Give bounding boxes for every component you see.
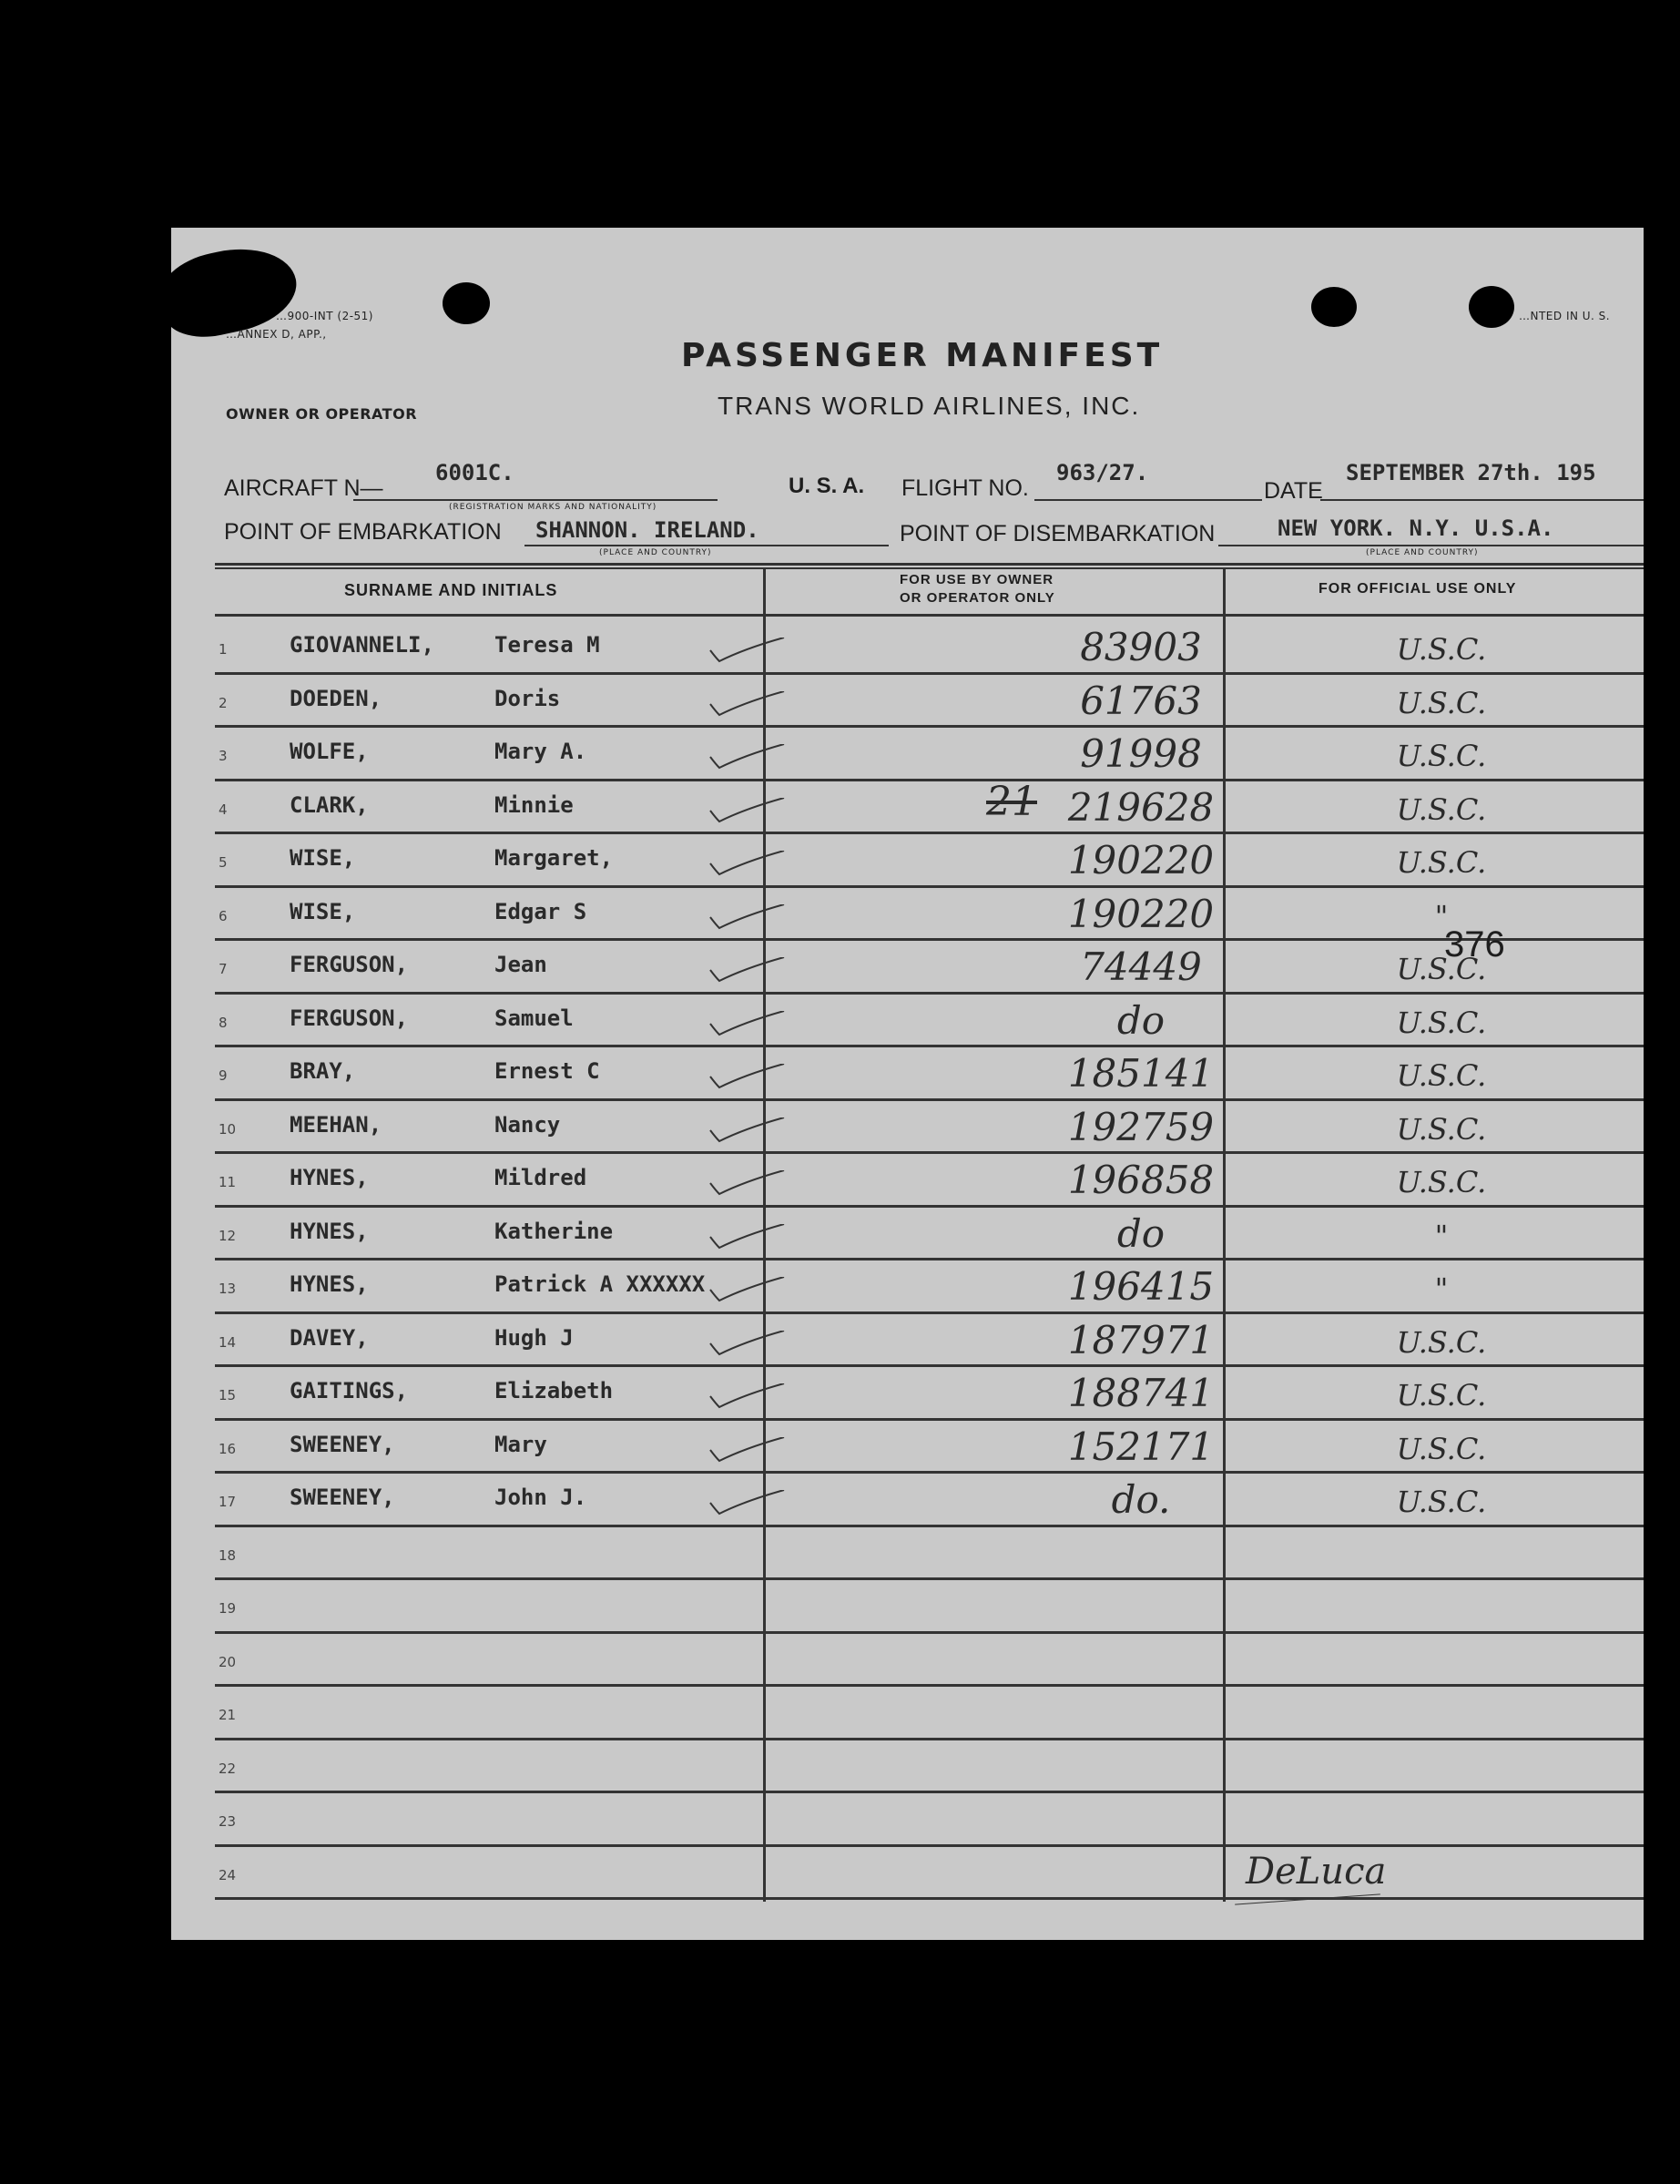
passenger-surname: WISE,: [290, 898, 356, 924]
date-label: DATE: [1264, 478, 1323, 504]
row-number: 21: [219, 1707, 237, 1723]
row-number: 17: [219, 1494, 237, 1510]
row-number: 6: [219, 907, 228, 924]
table-row: [171, 888, 1644, 942]
passenger-given-name: Ernest C: [494, 1058, 600, 1084]
owner-reference: 185141: [1067, 1051, 1215, 1096]
row-number: 3: [219, 748, 228, 764]
table-row: [171, 1208, 1644, 1261]
owner-reference: 190220: [1067, 891, 1215, 936]
table-row: [171, 621, 1644, 675]
passenger-given-name: Mildred: [494, 1165, 587, 1190]
passenger-surname: WOLFE,: [290, 739, 369, 764]
passenger-surname: GAITINGS,: [290, 1378, 409, 1403]
checkmark-icon: [708, 1490, 786, 1517]
table-row: [171, 1740, 1644, 1794]
table-row: [171, 1687, 1644, 1740]
checkmark-icon: [708, 744, 786, 771]
passenger-surname: HYNES,: [290, 1218, 369, 1244]
row-number: 24: [219, 1866, 237, 1883]
passenger-surname: WISE,: [290, 845, 356, 871]
table-row: [171, 1260, 1644, 1314]
row-number: 13: [219, 1281, 237, 1297]
embarkation-value: SHANNON. IRELAND.: [535, 517, 759, 543]
owner-reference: 91998: [1080, 731, 1202, 776]
row-number: 14: [219, 1333, 237, 1351]
table-row: [171, 1474, 1644, 1527]
row-number: 16: [219, 1440, 237, 1457]
registration-note: (REGISTRATION MARKS AND NATIONALITY): [449, 503, 657, 512]
official-mark: U.S.C.: [1396, 952, 1487, 986]
table-row: [171, 1101, 1644, 1155]
owner-reference: 83903: [1080, 625, 1202, 669]
punch-hole: [1469, 286, 1514, 328]
checkmark-icon: [708, 798, 786, 825]
table-row: [171, 995, 1644, 1048]
row-number: 8: [219, 1014, 228, 1031]
row-number: 7: [219, 961, 228, 977]
official-mark: U.S.C.: [1396, 845, 1487, 880]
date-underline: [1320, 499, 1644, 501]
table-top-rule: [215, 563, 1644, 566]
embarkation-underline: [524, 545, 889, 546]
official-column-header: FOR OFFICIAL USE ONLY: [1319, 581, 1517, 597]
passenger-given-name: Doris: [494, 685, 561, 711]
official-mark: U.S.C.: [1396, 1005, 1487, 1040]
passenger-given-name: Elizabeth: [494, 1378, 614, 1403]
passenger-given-name: Nancy: [494, 1111, 561, 1138]
table-row: [171, 1421, 1644, 1475]
owner-reference: 192759: [1067, 1104, 1215, 1149]
row-number: 1: [219, 641, 228, 658]
row-number: 19: [219, 1600, 237, 1617]
row-number: 20: [219, 1653, 237, 1670]
owner-reference: 196858: [1067, 1158, 1215, 1202]
aircraft-number: 6001C.: [435, 460, 514, 485]
punch-hole: [443, 282, 490, 324]
table-row: [171, 1527, 1644, 1581]
official-mark: U.S.C.: [1396, 1111, 1487, 1147]
owner-reference: 188741: [1067, 1371, 1215, 1415]
form-title: PASSENGER MANIFEST: [681, 337, 1164, 374]
passenger-given-name: Jean: [494, 952, 547, 977]
passenger-surname: MEEHAN,: [290, 1111, 382, 1138]
checkmark-icon: [708, 851, 786, 878]
row-number: 11: [219, 1174, 237, 1190]
table-top-rule-2: [215, 567, 1644, 569]
airline-name: TRANS WORLD AIRLINES, INC.: [718, 392, 1141, 420]
row-number: 18: [219, 1546, 237, 1564]
disembarkation-label: POINT OF DISEMBARKATION: [900, 521, 1216, 546]
official-mark: U.S.C.: [1396, 1058, 1487, 1093]
checkmark-icon: [708, 1118, 786, 1145]
row-number: 4: [219, 801, 228, 818]
checkmark-icon: [708, 1437, 786, 1465]
punch-hole: [1311, 287, 1357, 327]
checkmark-icon: [708, 1331, 786, 1358]
owner-reference: 196415: [1067, 1264, 1215, 1309]
official-mark: U.S.C.: [1396, 791, 1487, 827]
passenger-surname: FERGUSON,: [290, 952, 409, 977]
table-row: [171, 675, 1644, 729]
row-number: 10: [219, 1120, 237, 1138]
passenger-given-name: Hugh J: [494, 1324, 574, 1351]
passenger-surname: SWEENEY,: [290, 1485, 395, 1510]
passenger-surname: DAVEY,: [290, 1324, 369, 1351]
owner-reference: 187971: [1067, 1317, 1215, 1362]
form-annex: …ANNEX D, APP.,: [226, 328, 327, 341]
checkmark-icon: [708, 904, 786, 932]
passenger-surname: FERGUSON,: [290, 1005, 409, 1031]
row-number: 23: [219, 1813, 237, 1830]
official-mark: U.S.C.: [1396, 1378, 1487, 1413]
checkmark-icon: [708, 691, 786, 719]
passenger-surname: BRAY,: [290, 1058, 356, 1084]
table-row: [171, 1367, 1644, 1421]
table-row: [171, 941, 1644, 995]
passenger-given-name: John J.: [494, 1485, 587, 1510]
official-mark: U.S.C.: [1396, 1324, 1487, 1360]
passenger-surname: DOEDEN,: [290, 685, 382, 711]
manifest-sheet: [171, 228, 1644, 1940]
owner-reference: 61763: [1080, 678, 1202, 723]
official-mark: U.S.C.: [1396, 632, 1487, 667]
disembarkation-value: NEW YORK. N.Y. U.S.A.: [1278, 515, 1554, 541]
row-number: 12: [219, 1227, 237, 1244]
aircraft-label: AIRCRAFT N—: [224, 475, 383, 501]
flight-label: FLIGHT NO.: [901, 475, 1029, 501]
form-id: …900-INT (2-51): [276, 310, 373, 322]
official-mark: ": [1434, 898, 1449, 934]
passenger-surname: HYNES,: [290, 1271, 369, 1297]
row-number: 9: [219, 1067, 228, 1084]
embarkation-label: POINT OF EMBARKATION: [224, 519, 502, 545]
checkmark-icon: [708, 1064, 786, 1091]
margin-number: 376: [1444, 924, 1505, 964]
date-value: SEPTEMBER 27th. 195: [1346, 460, 1596, 485]
official-mark: ": [1434, 1218, 1449, 1253]
passenger-surname: HYNES,: [290, 1165, 369, 1190]
checkmark-icon: [708, 1383, 786, 1411]
owner-column-header-1: FOR USE BY OWNER: [900, 572, 1054, 587]
struck-number: 21: [986, 779, 1037, 825]
checkmark-icon: [708, 1170, 786, 1198]
checkmark-icon: [708, 638, 786, 665]
table-row: [171, 1793, 1644, 1847]
checkmark-icon: [708, 957, 786, 985]
passenger-given-name: Mary A.: [494, 739, 587, 764]
owner-operator-label: OWNER OR OPERATOR: [226, 405, 418, 423]
disembarkation-underline: [1218, 545, 1644, 546]
row-number: 2: [219, 694, 228, 711]
checkmark-icon: [708, 1224, 786, 1251]
table-row: [171, 1154, 1644, 1208]
table-row: [171, 1047, 1644, 1101]
signature: DeLuca: [1246, 1851, 1387, 1893]
owner-reference: 190220: [1067, 838, 1215, 883]
passenger-given-name: Teresa M: [494, 632, 600, 658]
row-number: 15: [219, 1387, 237, 1403]
passenger-given-name: Edgar S: [494, 898, 587, 924]
flight-number: 963/27.: [1056, 460, 1149, 485]
place-note-1: (PLACE AND COUNTRY): [599, 548, 712, 557]
table-row: [171, 834, 1644, 888]
table-row: [171, 1634, 1644, 1688]
table-row: [171, 728, 1644, 781]
table-row: [171, 1314, 1644, 1368]
owner-reference: 152171: [1067, 1424, 1215, 1469]
flight-underline: [1034, 499, 1262, 501]
owner-column-header-2: OR OPERATOR ONLY: [900, 590, 1055, 606]
surname-column-header: SURNAME AND INITIALS: [344, 581, 558, 599]
passenger-surname: CLARK,: [290, 791, 369, 818]
passenger-surname: SWEENEY,: [290, 1431, 395, 1457]
checkmark-icon: [708, 1011, 786, 1038]
table-row: [171, 1847, 1644, 1901]
header-bottom-rule: [215, 614, 1644, 617]
official-mark: U.S.C.: [1396, 685, 1487, 720]
passenger-given-name: Margaret,: [494, 845, 614, 871]
printed-in: …NTED IN U. S.: [1519, 310, 1611, 322]
place-note-2: (PLACE AND COUNTRY): [1366, 548, 1479, 557]
nationality: U. S. A.: [789, 474, 865, 498]
owner-reference: 74449: [1080, 944, 1202, 989]
owner-reference: do.: [1111, 1477, 1171, 1522]
passenger-given-name: Patrick A XXXXXX: [494, 1271, 706, 1297]
owner-reference: do: [1116, 997, 1166, 1043]
table-row: [171, 1580, 1644, 1634]
official-mark: U.S.C.: [1396, 1165, 1487, 1199]
row-number: 5: [219, 854, 228, 871]
owner-reference: do: [1116, 1210, 1166, 1256]
passenger-given-name: Samuel: [494, 1005, 574, 1031]
passenger-given-name: Minnie: [494, 791, 574, 818]
table-row: [171, 781, 1644, 835]
passenger-given-name: Mary: [494, 1431, 547, 1457]
official-mark: ": [1434, 1271, 1449, 1306]
official-mark: U.S.C.: [1396, 1431, 1487, 1466]
official-mark: U.S.C.: [1396, 739, 1487, 773]
checkmark-icon: [708, 1277, 786, 1304]
row-number: 22: [219, 1760, 237, 1777]
owner-reference: 219628: [1067, 784, 1215, 830]
aircraft-underline: [353, 499, 718, 501]
official-mark: U.S.C.: [1396, 1485, 1487, 1519]
passenger-given-name: Katherine: [494, 1218, 614, 1244]
passenger-surname: GIOVANNELI,: [290, 632, 434, 658]
